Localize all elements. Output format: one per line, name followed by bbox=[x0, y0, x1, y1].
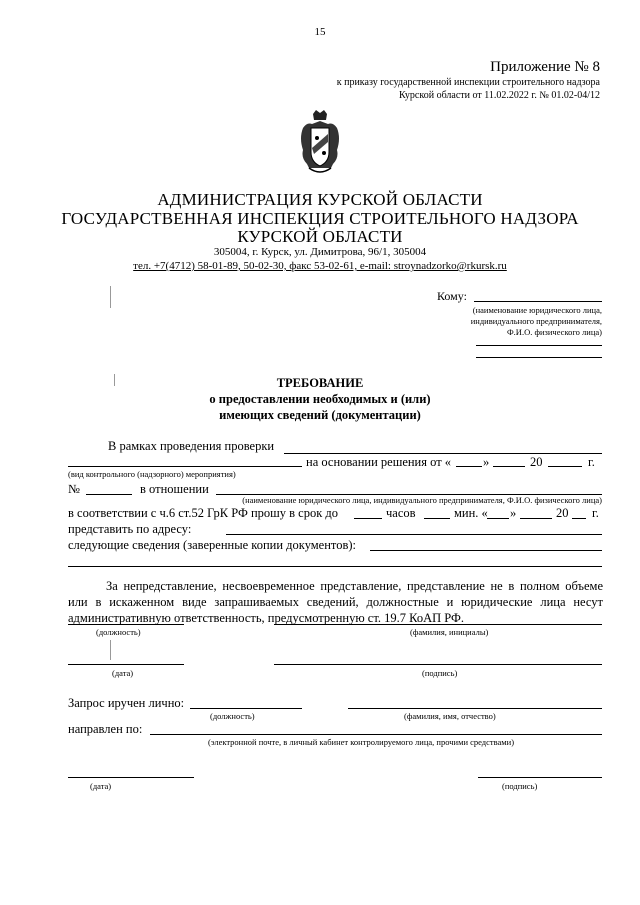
present-label: представить по адресу: bbox=[68, 522, 192, 536]
signature-field[interactable] bbox=[274, 664, 602, 665]
decision-quote: » bbox=[483, 455, 490, 469]
number-label: № bbox=[68, 482, 80, 496]
deadline-g: г. bbox=[592, 506, 599, 520]
org-name-2: ГОСУДАРСТВЕННАЯ ИНСПЕКЦИЯ СТРОИТЕЛЬНОГО НАДЗОРА bbox=[61, 209, 579, 228]
date-caption-2: (дата) bbox=[90, 781, 112, 791]
page-number: 15 bbox=[314, 26, 326, 38]
recipient-hint-2: индивидуального предпринимателя, bbox=[470, 316, 602, 326]
following-field[interactable] bbox=[370, 550, 602, 551]
event-type-field[interactable] bbox=[68, 466, 302, 467]
date-caption: (дата) bbox=[112, 668, 134, 678]
date-field-2[interactable] bbox=[68, 777, 194, 778]
hours-label: часов bbox=[386, 506, 416, 520]
org-name-1: АДМИНИСТРАЦИЯ КУРСКОЙ ОБЛАСТИ bbox=[157, 190, 483, 209]
org-contacts: тел. +7(4712) 58-01-89, 50-02-30, факс 53-02-61, e-mail: stroynadzorko@rkursk.ru bbox=[133, 260, 507, 272]
following-label: следующие сведения (заверенные копии документов): bbox=[68, 538, 357, 552]
sent-field[interactable] bbox=[150, 734, 602, 735]
recipient-label: Кому: bbox=[437, 289, 467, 303]
appendix-line-2: Курской области от 11.02.2022 г. № 01.02-04/12 bbox=[399, 90, 600, 101]
position-field[interactable] bbox=[68, 624, 184, 625]
position-caption: (должность) bbox=[96, 627, 141, 637]
inspection-label: В рамках проведения проверки bbox=[108, 439, 275, 453]
surname-field[interactable] bbox=[274, 624, 602, 625]
surname-caption: (фамилия, инициалы) bbox=[410, 627, 489, 637]
event-type-caption: (вид контрольного (надзорного) мероприятия) bbox=[68, 469, 236, 479]
sent-caption: (электронной почте, в личный кабинет контролируемого лица, прочими средствами) bbox=[208, 737, 515, 747]
min-label: мин. « bbox=[454, 506, 488, 520]
present-address-field[interactable] bbox=[226, 534, 602, 535]
doc-subtitle-2: имеющих сведений (документации) bbox=[219, 408, 421, 422]
handed-fio-field[interactable] bbox=[348, 708, 602, 709]
signature-field-2[interactable] bbox=[478, 777, 602, 778]
sent-label: направлен по: bbox=[68, 722, 143, 736]
decision-g: г. bbox=[588, 455, 595, 469]
decision-year-field[interactable] bbox=[548, 466, 582, 467]
signature-caption-2: (подпись) bbox=[502, 781, 538, 791]
deadline-year-prefix: 20 bbox=[556, 506, 569, 520]
deadline-year-field[interactable] bbox=[572, 518, 586, 519]
doc-subtitle-1: о предоставлении необходимых и (или) bbox=[209, 392, 431, 406]
decision-year-prefix: 20 bbox=[530, 455, 543, 469]
decision-label: на основании решения от « bbox=[306, 455, 452, 469]
recipient-hint-1: (наименование юридического лица, bbox=[472, 305, 602, 315]
deadline-month-field[interactable] bbox=[520, 518, 552, 519]
recipient-line-3[interactable] bbox=[476, 357, 602, 358]
regarding-label: в отношении bbox=[140, 482, 209, 496]
decision-day-field[interactable] bbox=[456, 466, 482, 467]
deadline-quote: » bbox=[510, 506, 517, 520]
number-field[interactable] bbox=[86, 494, 132, 495]
entity-caption: (наименование юридического лица, индивидуального предпринимателя, Ф.И.О. физического лица) bbox=[242, 495, 602, 505]
handed-fio-caption: (фамилия, имя, отчество) bbox=[404, 711, 496, 721]
recipient-field[interactable] bbox=[474, 301, 602, 302]
deadline-hours-field[interactable] bbox=[354, 518, 382, 519]
handed-label: Запрос иручен лично: bbox=[68, 696, 185, 710]
date-field[interactable] bbox=[68, 664, 184, 665]
appendix-title: Приложение № 8 bbox=[490, 59, 600, 75]
doc-title: ТРЕБОВАНИЕ bbox=[276, 376, 364, 390]
org-name-3: КУРСКОЙ ОБЛАСТИ bbox=[237, 227, 403, 246]
signature-caption: (подпись) bbox=[422, 668, 458, 678]
deadline-day-field[interactable] bbox=[487, 518, 509, 519]
handed-position-field[interactable] bbox=[190, 708, 302, 709]
accordance-label: в соответствии с ч.6 ст.52 ГрК РФ прошу в срок до bbox=[68, 506, 339, 520]
deadline-min-field[interactable] bbox=[424, 518, 450, 519]
handed-position-caption: (должность) bbox=[210, 711, 255, 721]
appendix-line-1: к приказу государственной инспекции строительного надзора bbox=[336, 77, 600, 88]
following-field-2[interactable] bbox=[68, 566, 602, 567]
recipient-hint-3: Ф.И.О. физического лица) bbox=[506, 327, 602, 337]
decision-month-field[interactable] bbox=[493, 466, 525, 467]
recipient-line-2[interactable] bbox=[476, 345, 602, 346]
coat-of-arms-icon bbox=[295, 108, 345, 178]
liability-notice: За непредставление, несвоевременное представление, представление не в полном объеме или в искаженном виде запрашиваемых сведений, должностные и юридические лица несут административную ответственность, предусмотренную ст. 19.7 КоАП РФ. bbox=[68, 579, 603, 625]
org-address: 305004, г. Курск, ул. Димитрова, 96/1, 305004 bbox=[213, 246, 427, 258]
inspection-field[interactable] bbox=[284, 453, 602, 454]
